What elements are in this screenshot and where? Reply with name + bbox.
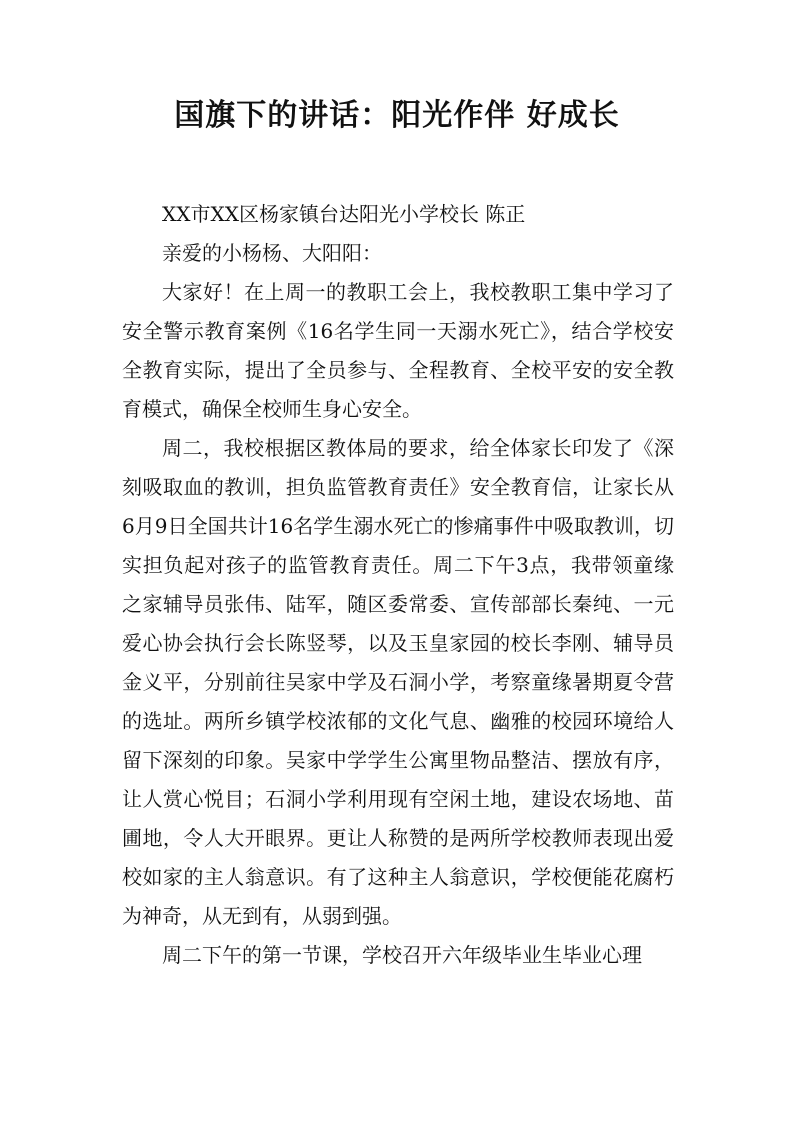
page-title: 国旗下的讲话：阳光作伴 好成长 xyxy=(174,98,620,133)
paragraph: 周二，我校根据区教体局的要求，给全体家长印发了《深刻吸取血的教训，担负监管教育责任》安全教育信，让家长从6月9日全国共计16名学生溺水死亡的惨痛事件中吸取教训，切实担负起对孩子的监管教育责任。周二下午3点，我带领童缘之家辅导员张伟、陆军，随区委常委、宣传部部长秦纯、一元爱心协会执行会长陈竖琴，以及玉皇家园的校长李刚、辅导员金义平，分别前往吴家中学及石洞小学，考察童缘暑期夏令营的选址。两所乡镇学校浓郁的文化气息、幽雅的校园环境给人留下深刻的印象。吴家中学学生公寓里物品整洁、摆放有序，让人赏心悦目；石洞小学利用现有空闲土地，建设农场地、苗圃地，令人大开眼界。更让人称赞的是两所学校教师表现出爱校如家的主人翁意识。有了这种主人翁意识，学校便能花腐朽为神奇，从无到有，从弱到强。 xyxy=(122,436,674,928)
salutation: 亲爱的小杨杨、大阳阳： xyxy=(162,241,382,265)
author-line: XX市XX区杨家镇台达阳光小学校长 陈正 xyxy=(162,202,526,226)
document-body xyxy=(122,195,674,975)
paragraph: 大家好！在上周一的教职工会上，我校教职工集中学习了安全警示教育案例《16名学生同一天溺水死亡》，结合学校安全教育实际，提出了全员参与、全程教育、全校平安的安全教育模式，确保全校师生身心安全。 xyxy=(122,280,674,421)
paragraph: 周二下午的第一节课，学校召开六年级毕业生毕业心理 xyxy=(162,943,642,967)
